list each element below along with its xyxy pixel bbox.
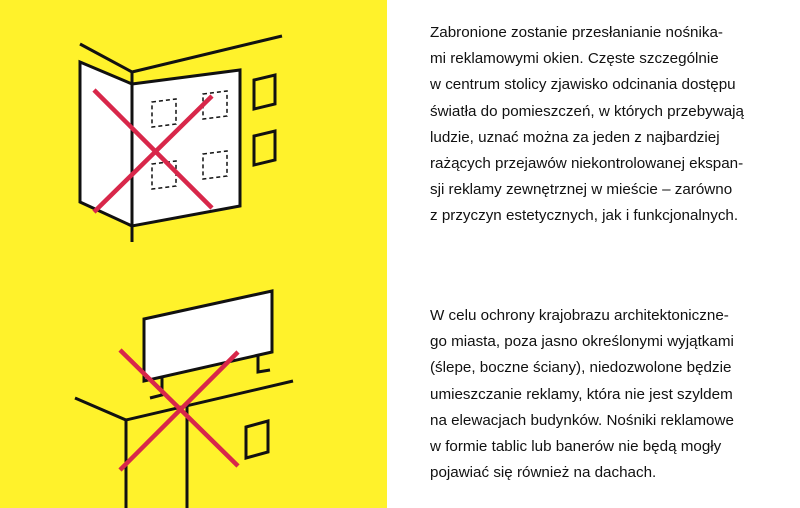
text-line: pojawiać się również na dachach. [430, 464, 657, 482]
building-window [246, 421, 268, 458]
billboard-leg [258, 355, 270, 372]
window-covered-by-banner-illustration [80, 36, 282, 242]
text-line: Zabronione zostanie przesłanianie nośnika- [430, 24, 723, 41]
text-line: na elewacjach budynków. Nośniki reklamowe [430, 411, 734, 429]
paragraph-facade-advertising [430, 303, 780, 486]
text-line: rażących przejawów niekontrolowanej ekspan- [430, 155, 744, 173]
text-line: w formie tablic lub banerów nie będą mogły [430, 438, 722, 456]
illustration-panel [0, 0, 387, 508]
text-line: w centrum stolicy zjawisko odcinania dostępu [430, 76, 736, 94]
billboard-panel [144, 291, 272, 381]
paragraph-window-covering [430, 20, 780, 230]
text-line: go miasta, poza jasno określonymi wyjątkami [430, 333, 734, 351]
text-line: umieszczanie reklamy, która nie jest szyldem [430, 385, 733, 403]
building-window [254, 131, 275, 165]
illustrations [0, 0, 387, 508]
building-roof-edge [80, 36, 282, 72]
text-line: ludzie, uznać można za jeden z najbardziej [430, 128, 720, 146]
text-line: sji reklamy zewnętrznej w mieście – zarówno [430, 181, 733, 199]
building-window [254, 75, 275, 109]
text-line: światła do pomieszczeń, w których przebywają [430, 102, 745, 120]
text-line: (ślepe, boczne ściany), niedozwolone będzie [430, 359, 732, 377]
billboard-on-roof-illustration [75, 291, 293, 508]
banner-front [132, 70, 240, 226]
text-line: z przyczyn estetycznych, jak i funkcjonalnych. [430, 207, 739, 225]
text-line: W celu ochrony krajobrazu architektoniczne- [430, 307, 729, 324]
text-line: mi reklamowymi okien. Częste szczególnie [430, 50, 719, 68]
